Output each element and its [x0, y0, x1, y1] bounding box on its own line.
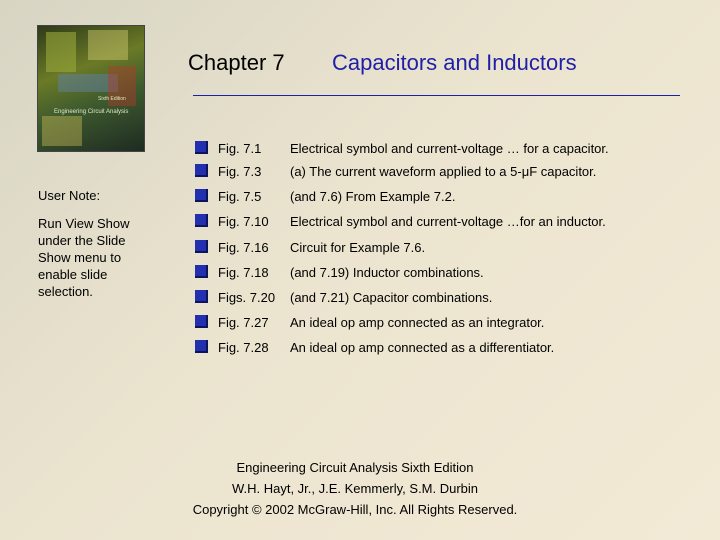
figure-link-button[interactable]: [195, 214, 208, 227]
footer-authors: W.H. Hayt, Jr., J.E. Kemmerly, S.M. Durbin: [231, 481, 479, 496]
figure-link-button[interactable]: [195, 265, 208, 278]
figure-link-button[interactable]: [195, 164, 208, 177]
figure-link-button[interactable]: [195, 240, 208, 253]
figure-link-button[interactable]: [195, 340, 208, 353]
user-note-title: User Note:: [38, 188, 101, 203]
figure-description: (and 7.6) From Example 7.2.: [290, 189, 456, 204]
figure-link-button[interactable]: [195, 141, 208, 154]
figure-number[interactable]: Figs. 7.20: [218, 290, 276, 305]
figure-link-button[interactable]: [195, 290, 208, 303]
figure-link-button[interactable]: [195, 189, 208, 202]
figure-description: (and 7.19) Inductor combinations.: [290, 265, 484, 280]
figure-number[interactable]: Fig. 7.5: [218, 189, 262, 204]
figure-description: An ideal op amp connected as an integrator.: [290, 315, 545, 330]
figure-number[interactable]: Fig. 7.28: [218, 340, 269, 355]
footer-copyright: Copyright © 2002 McGraw-Hill, Inc. All Rights Reserved.: [192, 502, 518, 517]
figure-description: Circuit for Example 7.6.: [290, 240, 426, 255]
figure-description: (and 7.21) Capacitor combinations.: [290, 290, 493, 305]
figure-number[interactable]: Fig. 7.1: [218, 141, 262, 156]
page-title: Capacitors and Inductors: [332, 50, 577, 75]
book-cover-image: [37, 25, 145, 152]
footer-book-title: Engineering Circuit Analysis Sixth Edition: [236, 460, 474, 475]
figure-description: (a) The current waveform applied to a 5-μF capacitor.: [290, 164, 597, 179]
figure-number[interactable]: Fig. 7.27: [218, 315, 269, 330]
book-cover-edition: Sixth Edition: [98, 96, 126, 102]
figure-description: An ideal op amp connected as a differentiator.: [290, 340, 555, 355]
figure-link-button[interactable]: [195, 315, 208, 328]
chapter-label: Chapter 7: [188, 50, 285, 75]
copyright-footer: [140, 457, 570, 520]
figure-number[interactable]: Fig. 7.10: [218, 214, 269, 229]
book-cover-title: Engineering Circuit Analysis: [54, 109, 129, 115]
figure-number[interactable]: Fig. 7.16: [218, 240, 269, 255]
figure-number[interactable]: Fig. 7.3: [218, 164, 262, 179]
heading-divider: [193, 95, 680, 96]
figure-description: Electrical symbol and current-voltage …for an inductor.: [290, 214, 606, 229]
user-note-body: Run View Show under the Slide Show menu to enable slide selection.: [38, 216, 130, 299]
figure-description: Electrical symbol and current-voltage … for a capacitor.: [290, 141, 609, 156]
figure-number[interactable]: Fig. 7.18: [218, 265, 269, 280]
